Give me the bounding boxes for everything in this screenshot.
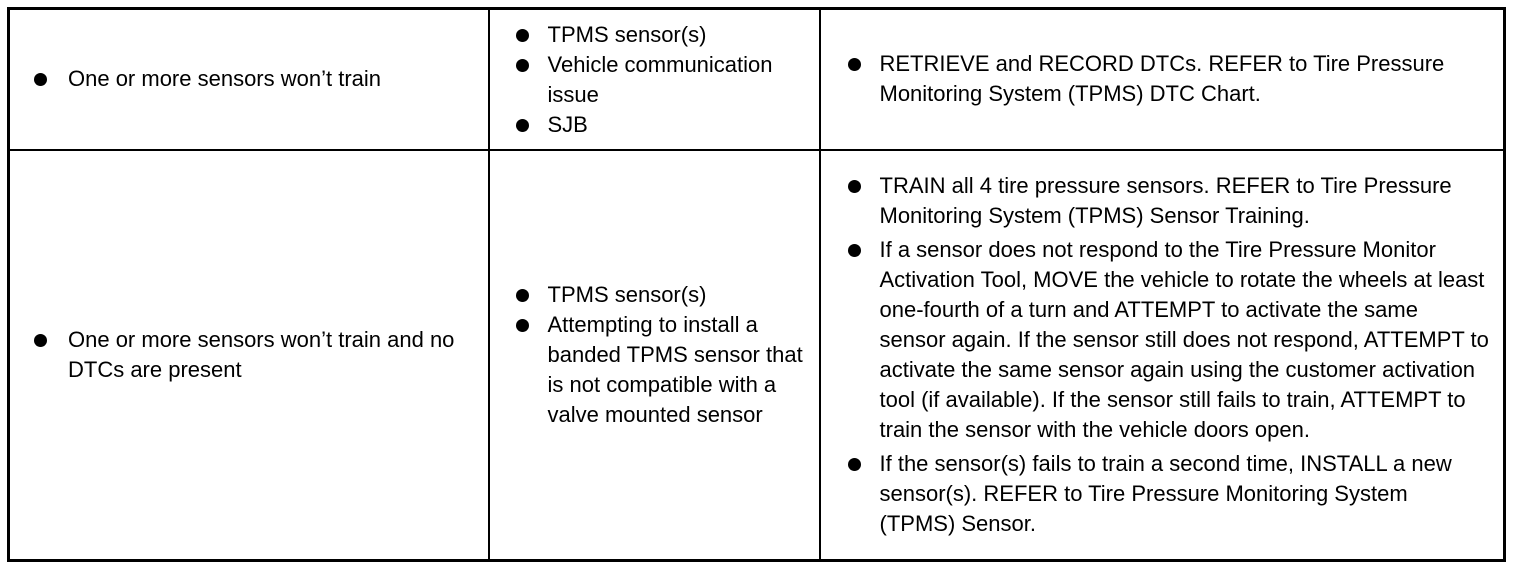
list-item [848, 49, 1490, 109]
list-item [516, 310, 811, 430]
bullet-icon [848, 458, 861, 471]
possible-sources-list [490, 18, 819, 140]
source-text: Attempting to install a banded TPMS sensor that is not compatible with a valve mounted sensor [547, 311, 803, 427]
condition-text: One or more sensors won’t train [68, 66, 382, 92]
table-row [9, 150, 1505, 561]
condition-cell [9, 150, 489, 561]
action-cell [820, 9, 1505, 150]
list-item [34, 64, 478, 94]
action-list [821, 171, 1504, 539]
action-text: TRAIN all 4 tire pressure sensors. REFER to Tire Pressure Monitoring System (TPMS) Sensor Training. [879, 172, 1452, 228]
bullet-icon [848, 244, 861, 257]
bullet-icon [516, 59, 529, 72]
list-item [516, 50, 811, 110]
list-item [848, 235, 1490, 445]
action-list [821, 49, 1504, 109]
bullet-icon [848, 58, 861, 71]
bullet-icon [516, 29, 529, 42]
action-text: If a sensor does not respond to the Tire Pressure Monitor Activation Tool, MOVE the vehicle to rotate the wheels at least one-fourth of a turn and ATTEMPT to activate the same sensor again. If the sensor still does not respond, ATTEMPT to activate the same sensor again using the customer activation tool (if available). If the sensor still fails to train, ATTEMPT to train the sensor with the vehicle doors open. [879, 236, 1489, 442]
bullet-icon [516, 289, 529, 302]
diagnostic-table [7, 7, 1506, 562]
bullet-icon [516, 119, 529, 132]
source-text: TPMS sensor(s) [547, 281, 707, 307]
bullet-icon [34, 334, 47, 347]
source-text: TPMS sensor(s) [547, 22, 707, 48]
condition-cell [9, 9, 489, 150]
possible-sources-cell [489, 150, 820, 561]
list-item [516, 280, 811, 310]
condition-list [10, 325, 488, 385]
list-item [516, 110, 811, 140]
bullet-icon [34, 73, 47, 86]
source-text: Vehicle communication issue [547, 52, 773, 108]
condition-list [10, 64, 488, 94]
possible-sources-cell [489, 9, 820, 150]
possible-sources-list [490, 280, 819, 430]
source-text: SJB [547, 112, 588, 138]
list-item [848, 449, 1490, 539]
condition-text: One or more sensors won’t train and no DTCs are present [68, 326, 455, 382]
action-text: RETRIEVE and RECORD DTCs. REFER to Tire Pressure Monitoring System (TPMS) DTC Chart. [879, 51, 1445, 107]
table-row [9, 9, 1505, 150]
bullet-icon [516, 319, 529, 332]
list-item [516, 20, 811, 50]
bullet-icon [848, 180, 861, 193]
action-text: If the sensor(s) fails to train a second time, INSTALL a new sensor(s). REFER to Tire Pressure Monitoring System (TPMS) Sensor. [879, 450, 1452, 536]
list-item [34, 325, 478, 385]
list-item [848, 171, 1490, 231]
action-cell [820, 150, 1505, 561]
